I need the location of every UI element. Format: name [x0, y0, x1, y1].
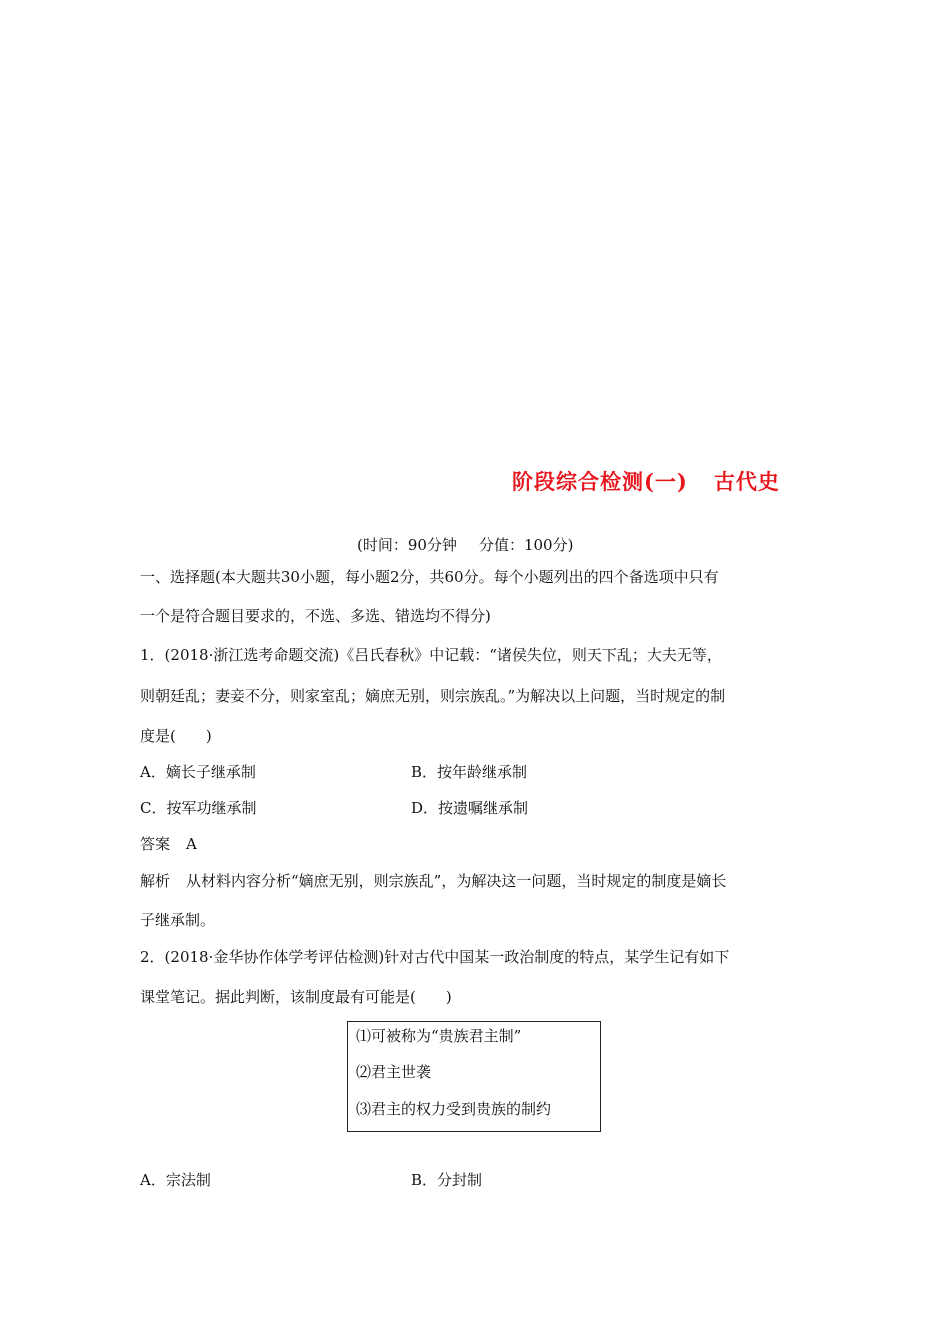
- page-title: [512, 466, 780, 496]
- q1-option-c: C．按军功继承制: [140, 799, 257, 817]
- q2-line2: 课堂笔记。据此判断，该制度最有可能是( ): [140, 988, 452, 1006]
- notes-item-1: ⑴可被称为“贵族君主制”: [356, 1027, 522, 1045]
- title-part2: 古代史: [713, 469, 780, 494]
- q1-line2: 则朝廷乱；妻妾不分，则家室乱；嫡庶无别，则宗族乱。”为解决以上问题，当时规定的制: [140, 687, 726, 705]
- q2-option-b: B．分封制: [411, 1171, 483, 1189]
- q1-analysis-line2: 子继承制。: [140, 911, 216, 929]
- q2-option-a: A．宗法制: [140, 1171, 211, 1189]
- title-part1: 阶段综合检测(一): [512, 469, 688, 494]
- notes-item-2: ⑵君主世袭: [356, 1063, 432, 1081]
- analysis-text: 从材料内容分析“嫡庶无别，则宗族乱”，为解决这一问题，当时规定的制度是嫡长: [186, 872, 727, 890]
- score-label: 分值：100分): [478, 536, 574, 554]
- q1-option-b: B．按年龄继承制: [411, 763, 528, 781]
- notes-item-3: ⑶君主的权力受到贵族的制约: [356, 1100, 552, 1118]
- q1-analysis-line1: [140, 871, 726, 891]
- q1-option-d: D．按遗嘱继承制: [411, 799, 529, 817]
- q1-line3: 度是( ): [140, 727, 212, 745]
- q2-line1: 2．(2018·金华协作体学考评估检测)针对古代中国某一政治制度的特点，某学生记有如下: [140, 948, 730, 966]
- exam-info: [357, 534, 573, 555]
- q1-option-a: A．嫡长子继承制: [140, 763, 256, 781]
- q1-line1: 1．(2018·浙江选考命题交流)《吕氏春秋》中记载：“诸侯失位，则天下乱；大夫无等，: [140, 646, 722, 664]
- notes-box: [347, 1021, 601, 1132]
- analysis-label: 解析: [140, 872, 171, 890]
- q1-answer: [140, 834, 197, 854]
- time-label: (时间：90分钟: [357, 536, 457, 554]
- answer-value: A: [186, 835, 197, 853]
- section-intro-line2: 一个是符合题目要求的，不选、多选、错选均不得分): [140, 607, 491, 625]
- answer-label: 答案: [140, 835, 171, 853]
- section-intro-line1: 一、选择题(本大题共30小题，每小题2分，共60分。每个小题列出的四个备选项中只有: [140, 568, 719, 586]
